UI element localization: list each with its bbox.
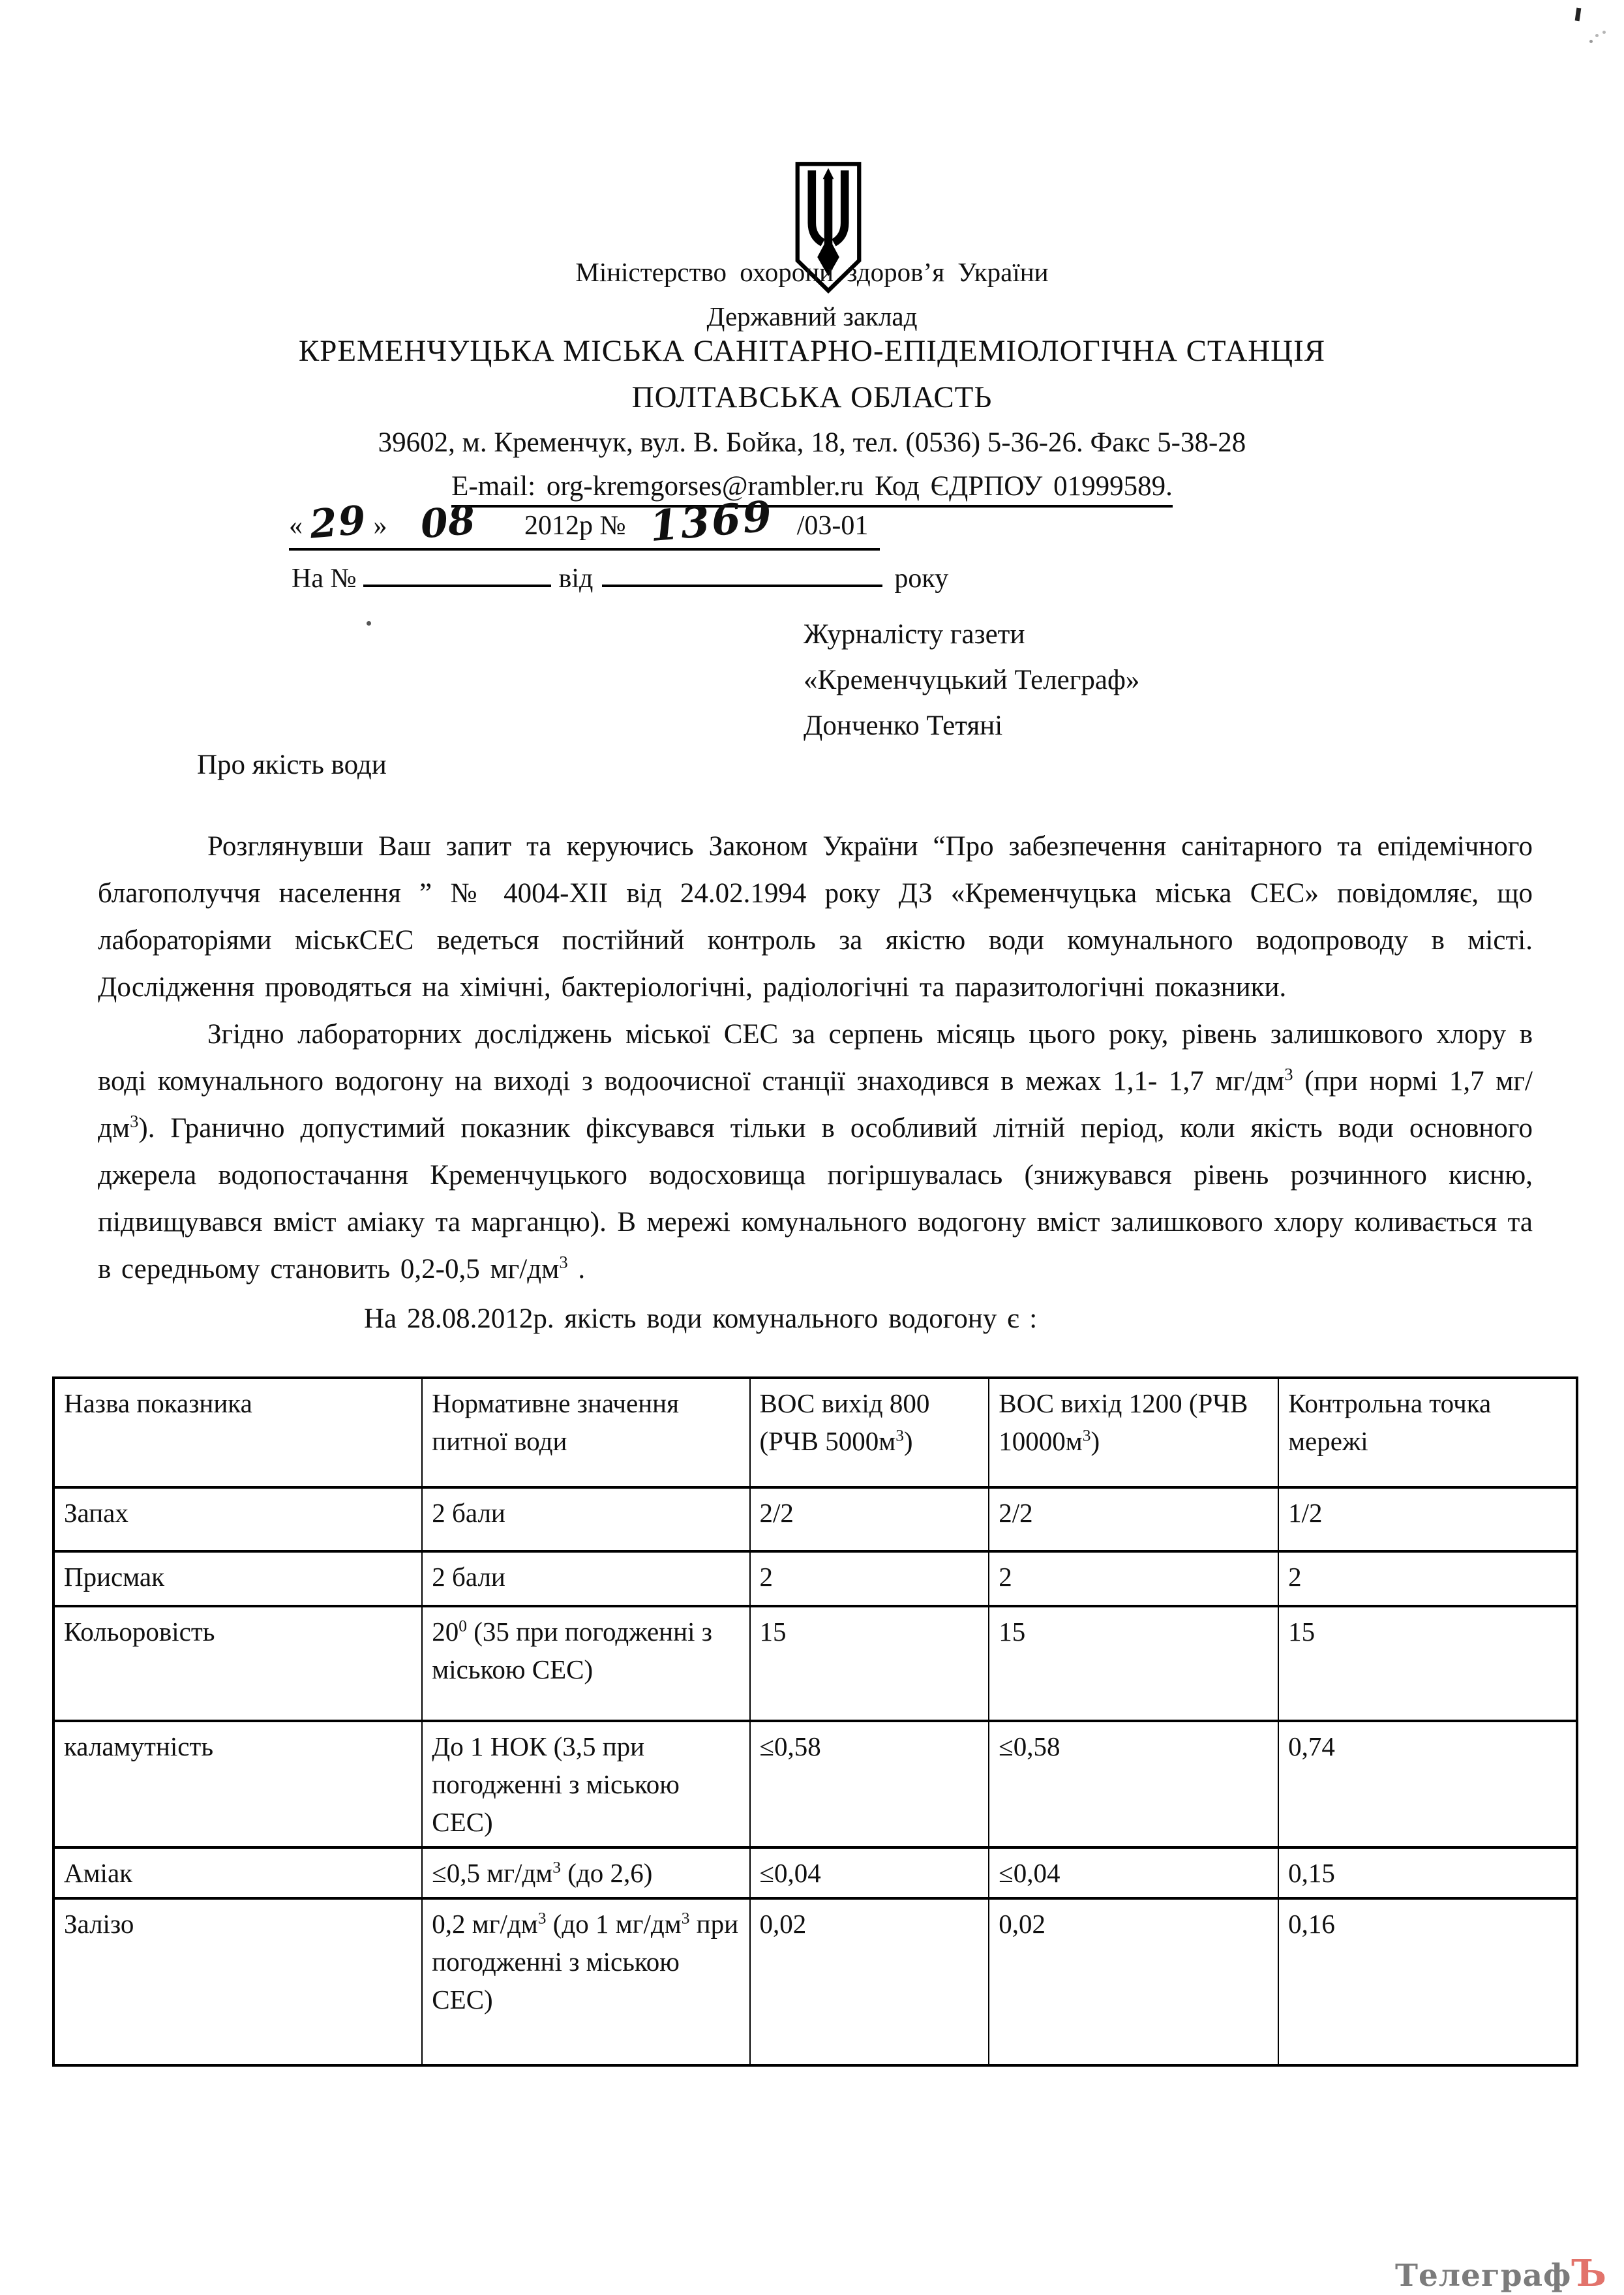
cell-indicator: Запах (53, 1487, 422, 1551)
scan-speck (1589, 40, 1593, 43)
handwritten-number: 1369 (647, 491, 775, 552)
body-paragraph-3: На 28.08.2012р. якість води комунального водогону є : (364, 1303, 1038, 1334)
scan-speck (367, 621, 371, 626)
recipient-person: Донченко Тетяні (804, 710, 1003, 741)
cell-norm: ≤0,5 $мг/дм^3$ (до 2,6) (422, 1847, 749, 1898)
scan-speck (1595, 34, 1599, 37)
watermark-red: Ъ (1571, 2252, 1607, 2295)
cell-value: 15 (1278, 1606, 1577, 1721)
ministry-line: Міністерство охорони здоров’я України (575, 257, 1049, 287)
cell-value: ≤0,04 (750, 1847, 989, 1898)
cell-value: ≤0,04 (989, 1847, 1278, 1898)
org-type-line: Державний заклад (706, 301, 918, 331)
cell-indicator: Кольоровість (53, 1606, 422, 1721)
ref-year-label: 2012р № (524, 511, 626, 541)
table-row (53, 1487, 1577, 1551)
cell-indicator: Залізо (53, 1898, 422, 2065)
address-line: 39602, м. Кременчук, вул. В. Бойка, 18, тел. (0536) 5-36-26. Факс 5-38-28 (378, 427, 1246, 458)
letter-body (64, 823, 1533, 2067)
scan-speck (1602, 31, 1606, 34)
watermark (1395, 2252, 1607, 2295)
cell-indicator: каламутність (53, 1721, 422, 1847)
outgoing-ref-line (289, 491, 880, 552)
body-paragraph-2: Згідно лабораторних досліджень міської СЕС за серпень місяць цього року, рівень залишкового хлору в воді комунального водогону на виході з водоочисної станції знаходився в межах 1,1- 1,7 $мг/дм^3$ (при нормі 1,7 $мг/дм^3$). Гранично допустимий показник фіксувався тільки в особливий літній період, коли якість води основного джерела водопостачання Кременчуцького водосховища погіршувалась (знижувався рівень розчинного кисню, підвищувався вміст аміаку та марганцю). В мережі комунального водогону вміст залишкового хлору коливається та в середньому становить 0,2-0,5 $мг/дм^3$ . (98, 1019, 1533, 1284)
blank-line (602, 556, 882, 587)
cell-value: 15 (989, 1606, 1278, 1721)
cell-value: 0,74 (1278, 1721, 1577, 1847)
recipient-block (804, 612, 1139, 749)
col-header-control-point: Контрольна точка мережі (1278, 1378, 1577, 1487)
table-row (53, 1898, 1577, 2065)
blank-line (363, 556, 551, 587)
table-row (53, 1721, 1577, 1847)
quote-close: » (373, 511, 387, 541)
watermark-gray: Телеграф (1394, 2258, 1572, 2294)
cell-value: 1/2 (1278, 1487, 1577, 1551)
col-header-vos800: ВОС вихід 800 (РЧВ $5000м^3$) (750, 1378, 989, 1487)
water-quality-table (52, 1376, 1578, 2067)
cell-norm: 2 бали (422, 1551, 749, 1606)
subject-line: Про якість води (197, 750, 387, 780)
cell-norm: До 1 НОК (3,5 при погодженні з міською СЕС) (422, 1721, 749, 1847)
cell-indicator: Присмак (53, 1551, 422, 1606)
cell-value: 2/2 (750, 1487, 989, 1551)
email-line (0, 470, 1624, 502)
recipient-newspaper: «Кременчуцький Телеграф» (804, 665, 1140, 695)
reply-mid: від (558, 564, 594, 594)
quote-open: « (289, 511, 303, 541)
cell-value: 0,16 (1278, 1898, 1577, 2065)
cell-norm: 2 бали (422, 1487, 749, 1551)
cell-value: 2 (1278, 1551, 1577, 1606)
col-header-norm: Нормативне значення питної води (422, 1378, 749, 1487)
scan-speck (1575, 8, 1582, 22)
cell-value: ≤0,58 (750, 1721, 989, 1847)
cell-value: 0,02 (750, 1898, 989, 2065)
table-row (53, 1551, 1577, 1606)
cell-norm: $20^0$ (35 при погодженні з міською СЕС) (422, 1606, 749, 1721)
recipient-role: Журналісту газети (804, 619, 1025, 650)
org-name-line: КРЕМЕНЧУЦЬКА МІСЬКА САНІТАРНО-ЕПІДЕМІОЛОГІЧНА СТАНЦІЯ (298, 334, 1326, 368)
reply-prefix: На № (292, 564, 357, 594)
handwritten-month: 08 (418, 497, 477, 548)
ref-number-suffix: /03-01 (796, 511, 869, 541)
cell-value: 2 (989, 1551, 1278, 1606)
col-header-indicator: Назва показника (53, 1378, 422, 1487)
cell-norm: 0,2 $мг/дм^3$ (до 1 $мг/дм^3$ при погодженні з міською СЕС) (422, 1898, 749, 2065)
handwritten-day: 29 (307, 497, 368, 548)
cell-value: ≤0,58 (989, 1721, 1278, 1847)
cell-value: 2 (750, 1551, 989, 1606)
body-paragraph-1: Розглянувши Ваш запит та керуючись Законом України “Про забезпечення санітарного та епідемічного благополуччя населення ” № 4004-XII від 24.02.1994 року ДЗ «Кременчуцька міська СЕС» повідомляє, що лабораторіями міськСЕС ведеться постійний контроль за якістю води комунального водопроводу в місті. Дослідження проводяться на хімічні, бактеріологічні, радіологічні та паразитологічні показники. (98, 831, 1533, 1003)
table-row (53, 1847, 1577, 1898)
cell-value: 0,02 (989, 1898, 1278, 2065)
incoming-ref-line (292, 556, 948, 594)
cell-value: 2/2 (989, 1487, 1278, 1551)
reply-suffix: року (894, 564, 949, 594)
region-line: ПОЛТАВСЬКА ОБЛАСТЬ (631, 380, 993, 414)
table-header-row (53, 1378, 1577, 1487)
table-row (53, 1606, 1577, 1721)
cell-value: 15 (750, 1606, 989, 1721)
cell-indicator: Аміак (53, 1847, 422, 1898)
col-header-vos1200: ВОС вихід 1200 (РЧВ $10000м^3$) (989, 1378, 1278, 1487)
email-text: E-mail: org-kremgorses@rambler.ru Код ЄДРПОУ 01999589. (451, 471, 1173, 508)
cell-value: 0,15 (1278, 1847, 1577, 1898)
